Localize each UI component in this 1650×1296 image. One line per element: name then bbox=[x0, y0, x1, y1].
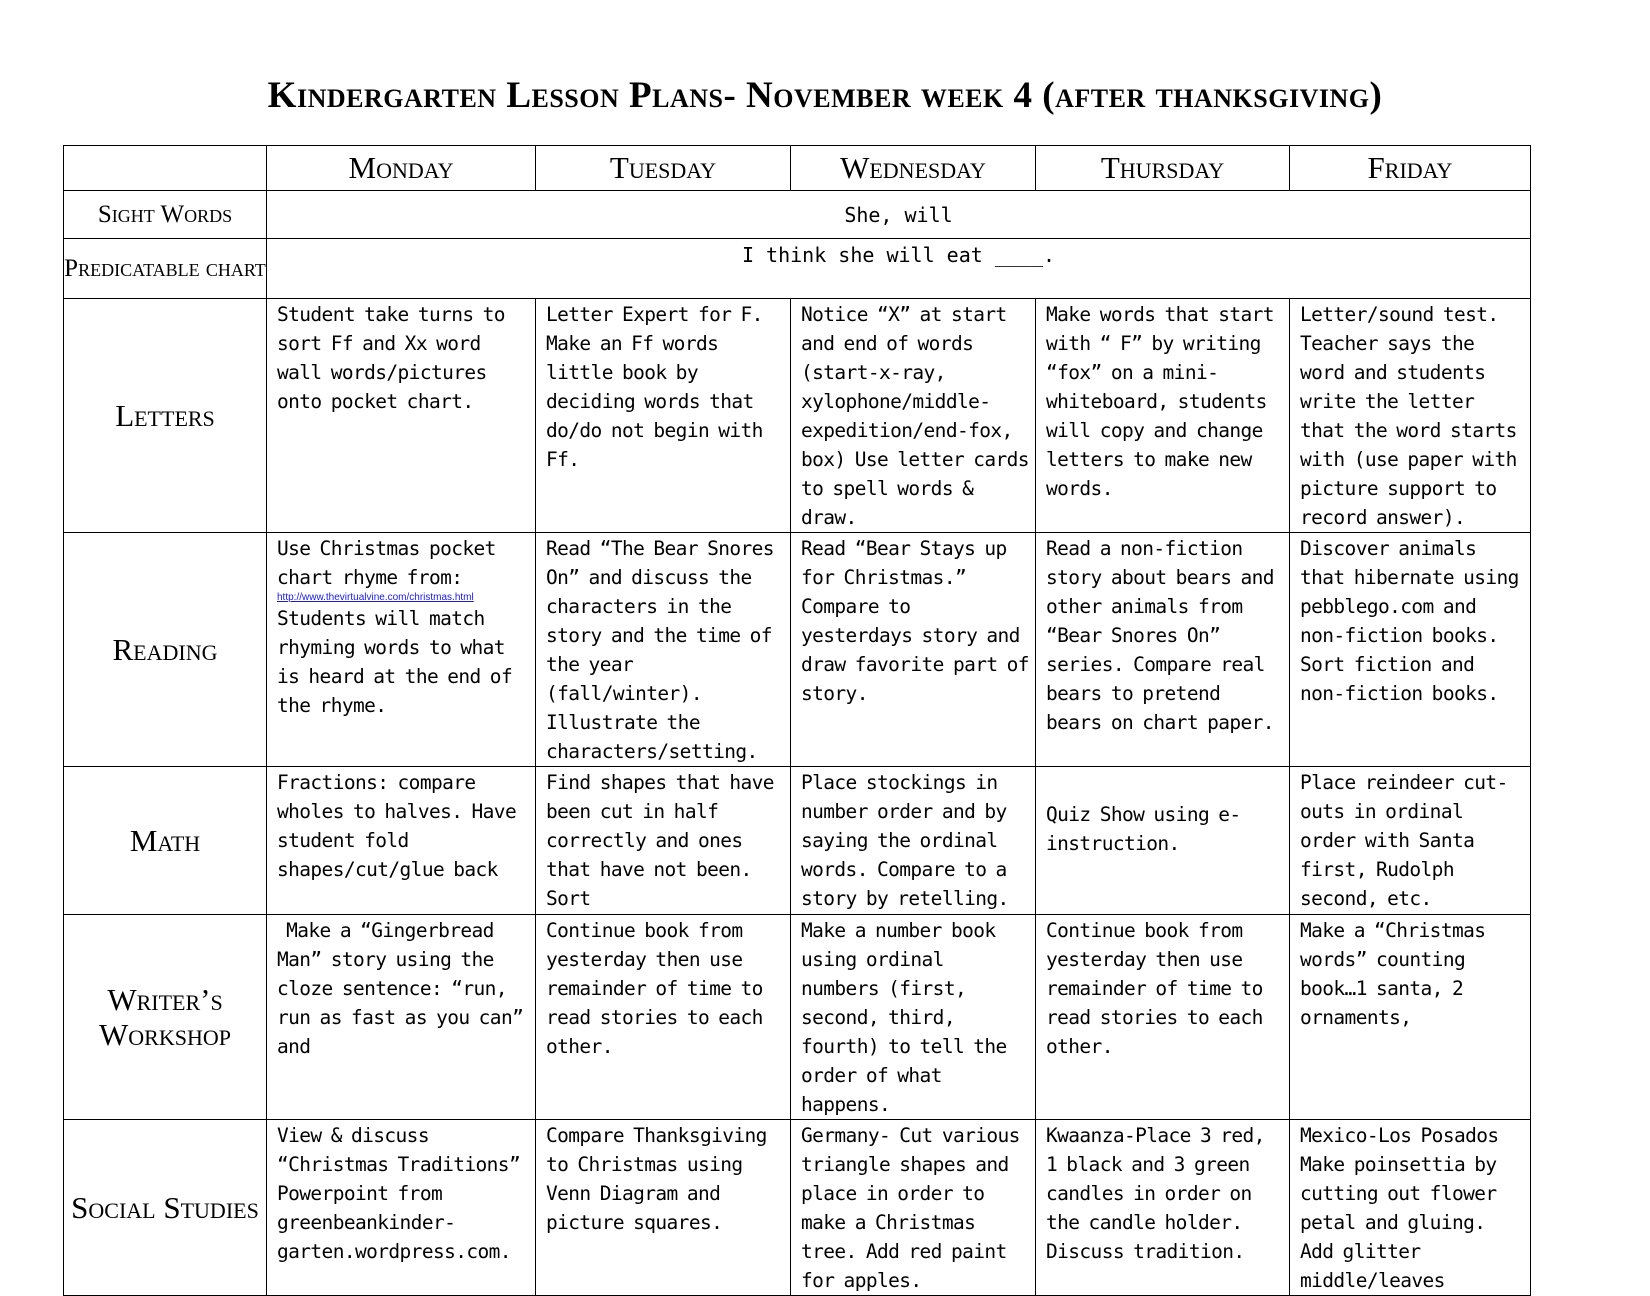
sight-words-row bbox=[64, 191, 1531, 239]
reading-monday bbox=[267, 533, 536, 767]
math-friday: Place reindeer cut-outs in ordinal order with Santa first, Rudolph second, etc. bbox=[1290, 767, 1531, 915]
day-header-monday: Monday bbox=[267, 146, 536, 191]
reading-tuesday: Read “The Bear Snores On” and discuss the characters in the story and the time of the year (fall/winter). Illustrate the characters/setting. bbox=[536, 533, 791, 767]
math-monday: Fractions: compare wholes to halves. Have student fold shapes/cut/glue back bbox=[267, 767, 536, 915]
math-tuesday: Find shapes that have been cut in half correctly and ones that have not been. Sort bbox=[536, 767, 791, 915]
row-label-predicatable-chart: Predicatable chart bbox=[64, 239, 267, 299]
day-header-thursday: Thursday bbox=[1036, 146, 1290, 191]
page-title: Kindergarten Lesson Plans- November week 4 (after thanksgiving) bbox=[267, 75, 1383, 116]
day-header-row bbox=[64, 146, 1531, 191]
social-studies-friday: Mexico-Los Posados Make poinsettia by cutting out flower petal and gluing. Add glitter middle/leaves bbox=[1290, 1120, 1531, 1296]
row-label-letters: Letters bbox=[64, 299, 267, 533]
day-header-wednesday: Wednesday bbox=[791, 146, 1036, 191]
social-studies-row bbox=[64, 1120, 1531, 1296]
day-header-friday: Friday bbox=[1290, 146, 1531, 191]
letters-wednesday: Notice “X” at start and end of words (start-x-ray, xylophone/middle-expedition/end-fox, box) Use letter cards to spell words & draw. bbox=[791, 299, 1036, 533]
reading-friday: Discover animals that hibernate using pebblego.com and non-fiction books. Sort fiction and non-fiction books. bbox=[1290, 533, 1531, 767]
math-row bbox=[64, 767, 1531, 915]
reading-wednesday: Read “Bear Stays up for Christmas.” Compare to yesterdays story and draw favorite part of story. bbox=[791, 533, 1036, 767]
writers-workshop-wednesday: Make a number book using ordinal numbers (first, second, third, fourth) to tell the order of what happens. bbox=[791, 915, 1036, 1120]
social-studies-thursday: Kwaanza-Place 3 red, 1 black and 3 green candles in order on the candle holder. Discuss tradition. bbox=[1036, 1120, 1290, 1296]
letters-monday: Student take turns to sort Ff and Xx word wall words/pictures onto pocket chart. bbox=[267, 299, 536, 533]
lesson-plan-table bbox=[63, 145, 1531, 1296]
letters-tuesday: Letter Expert for F. Make an Ff words little book by deciding words that do/do not begin with Ff. bbox=[536, 299, 791, 533]
predicatable-chart-text: I think she will eat ____. bbox=[267, 239, 1531, 299]
row-label-math: Math bbox=[64, 767, 267, 915]
social-studies-tuesday: Compare Thanksgiving to Christmas using Venn Diagram and picture squares. bbox=[536, 1120, 791, 1296]
row-label-social-studies: Social Studies bbox=[64, 1120, 267, 1296]
letters-thursday: Make words that start with “ F” by writing “fox” on a mini-whiteboard, students will copy and change letters to make new words. bbox=[1036, 299, 1290, 533]
math-wednesday: Place stockings in number order and by saying the ordinal words. Compare to a story by retelling. bbox=[791, 767, 1036, 915]
writers-workshop-tuesday: Continue book from yesterday then use remainder of time to read stories to each other. bbox=[536, 915, 791, 1120]
reading-thursday: Read a non-fiction story about bears and other animals from “Bear Snores On” series. Compare real bears to pretend bears on chart paper. bbox=[1036, 533, 1290, 767]
math-thursday: Quiz Show using e-instruction. bbox=[1036, 767, 1290, 915]
writers-workshop-row bbox=[64, 915, 1531, 1120]
social-studies-wednesday: Germany- Cut various triangle shapes and place in order to make a Christmas tree. Add red paint for apples. bbox=[791, 1120, 1036, 1296]
reading-monday-activity: Students will match rhyming words to what is heard at the end of the rhyme. bbox=[277, 607, 513, 717]
writers-workshop-friday: Make a “Christmas words” counting book…1 santa, 2 ornaments, bbox=[1290, 915, 1531, 1120]
rhyme-link[interactable]: http://www.thevirtualvine.com/christmas.html bbox=[277, 592, 474, 603]
reading-monday-intro: Use Christmas pocket chart rhyme from: bbox=[277, 537, 496, 589]
writers-workshop-thursday: Continue book from yesterday then use remainder of time to read stories to each other. bbox=[1036, 915, 1290, 1120]
predicatable-chart-row bbox=[64, 239, 1531, 299]
row-label-sight-words: Sight Words bbox=[64, 191, 267, 239]
row-label-writers-workshop: Writer’s Workshop bbox=[64, 915, 267, 1120]
reading-row bbox=[64, 533, 1531, 767]
letters-friday: Letter/sound test. Teacher says the word and students write the letter that the word starts with (use paper with picture support to record answer). bbox=[1290, 299, 1531, 533]
row-label-reading: Reading bbox=[64, 533, 267, 767]
day-header-tuesday: Tuesday bbox=[536, 146, 791, 191]
corner-cell bbox=[64, 146, 267, 191]
writers-workshop-monday: Make a “Gingerbread Man” story using the cloze sentence: “run, run as fast as you can” and bbox=[267, 915, 536, 1120]
social-studies-monday: View & discuss “Christmas Traditions” Powerpoint from greenbeankinder-garten.wordpress.com. bbox=[267, 1120, 536, 1296]
sight-words-text: She, will bbox=[267, 191, 1531, 239]
letters-row bbox=[64, 299, 1531, 533]
